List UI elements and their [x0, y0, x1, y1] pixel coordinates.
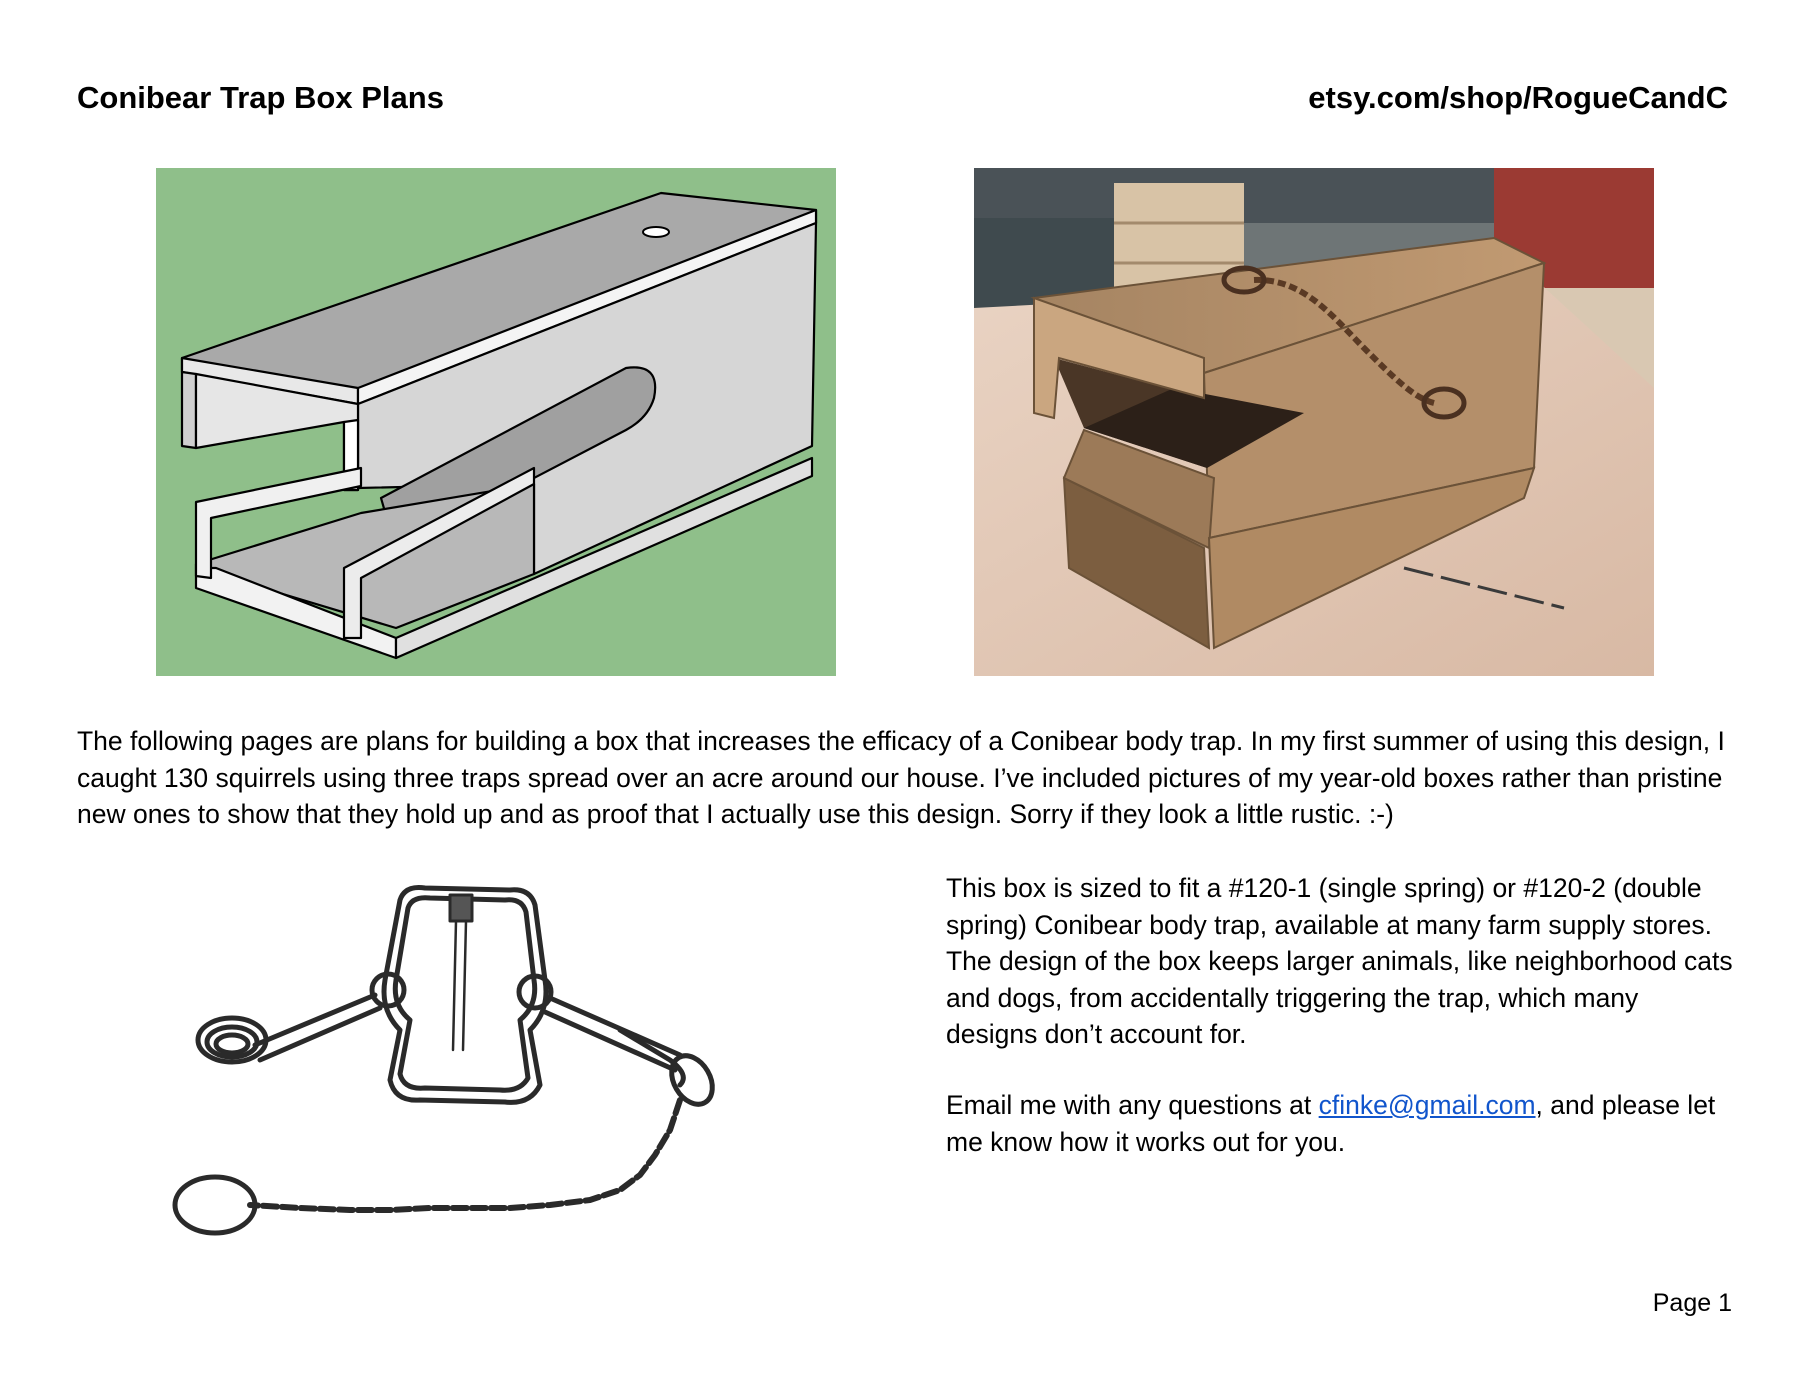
trap-box-3d-model-icon — [156, 168, 836, 676]
box-info-paragraph: This box is sized to fit a #120-1 (single spring) or #120-2 (double spring) Conibear body trap, available at many farm supply stores. The design of the box keeps larger animals, like neighborhood cats and dogs, from accidentally triggering the trap, which many designs don’t account for. — [946, 873, 1733, 1049]
contact-suffix: , and please let me know how it works out for you. — [946, 1090, 1716, 1157]
shop-url: etsy.com/shop/RogueCandC — [1308, 80, 1728, 115]
page-number: Page 1 — [1652, 1289, 1732, 1317]
document-title: Conibear Trap Box Plans — [77, 80, 444, 115]
contact-prefix: Email me with any questions at — [946, 1090, 1319, 1120]
wooden-trap-box-photo-icon — [974, 168, 1654, 676]
contact-paragraph — [946, 1087, 1736, 1160]
email-link[interactable]: cfinke@gmail.com — [1318, 1090, 1536, 1120]
conibear-trap-icon — [150, 870, 790, 1260]
intro-paragraph: The following pages are plans for building a box that increases the efficacy of a Conibear body trap. In my first summer of using this design, I caught 130 squirrels using three traps spread over an acre around our house. I’ve included pictures of my year-old boxes rather than pristine new ones to show that they hold up and as proof that I actually use this design. Sorry if they look a little rustic. :-) — [77, 726, 1725, 829]
